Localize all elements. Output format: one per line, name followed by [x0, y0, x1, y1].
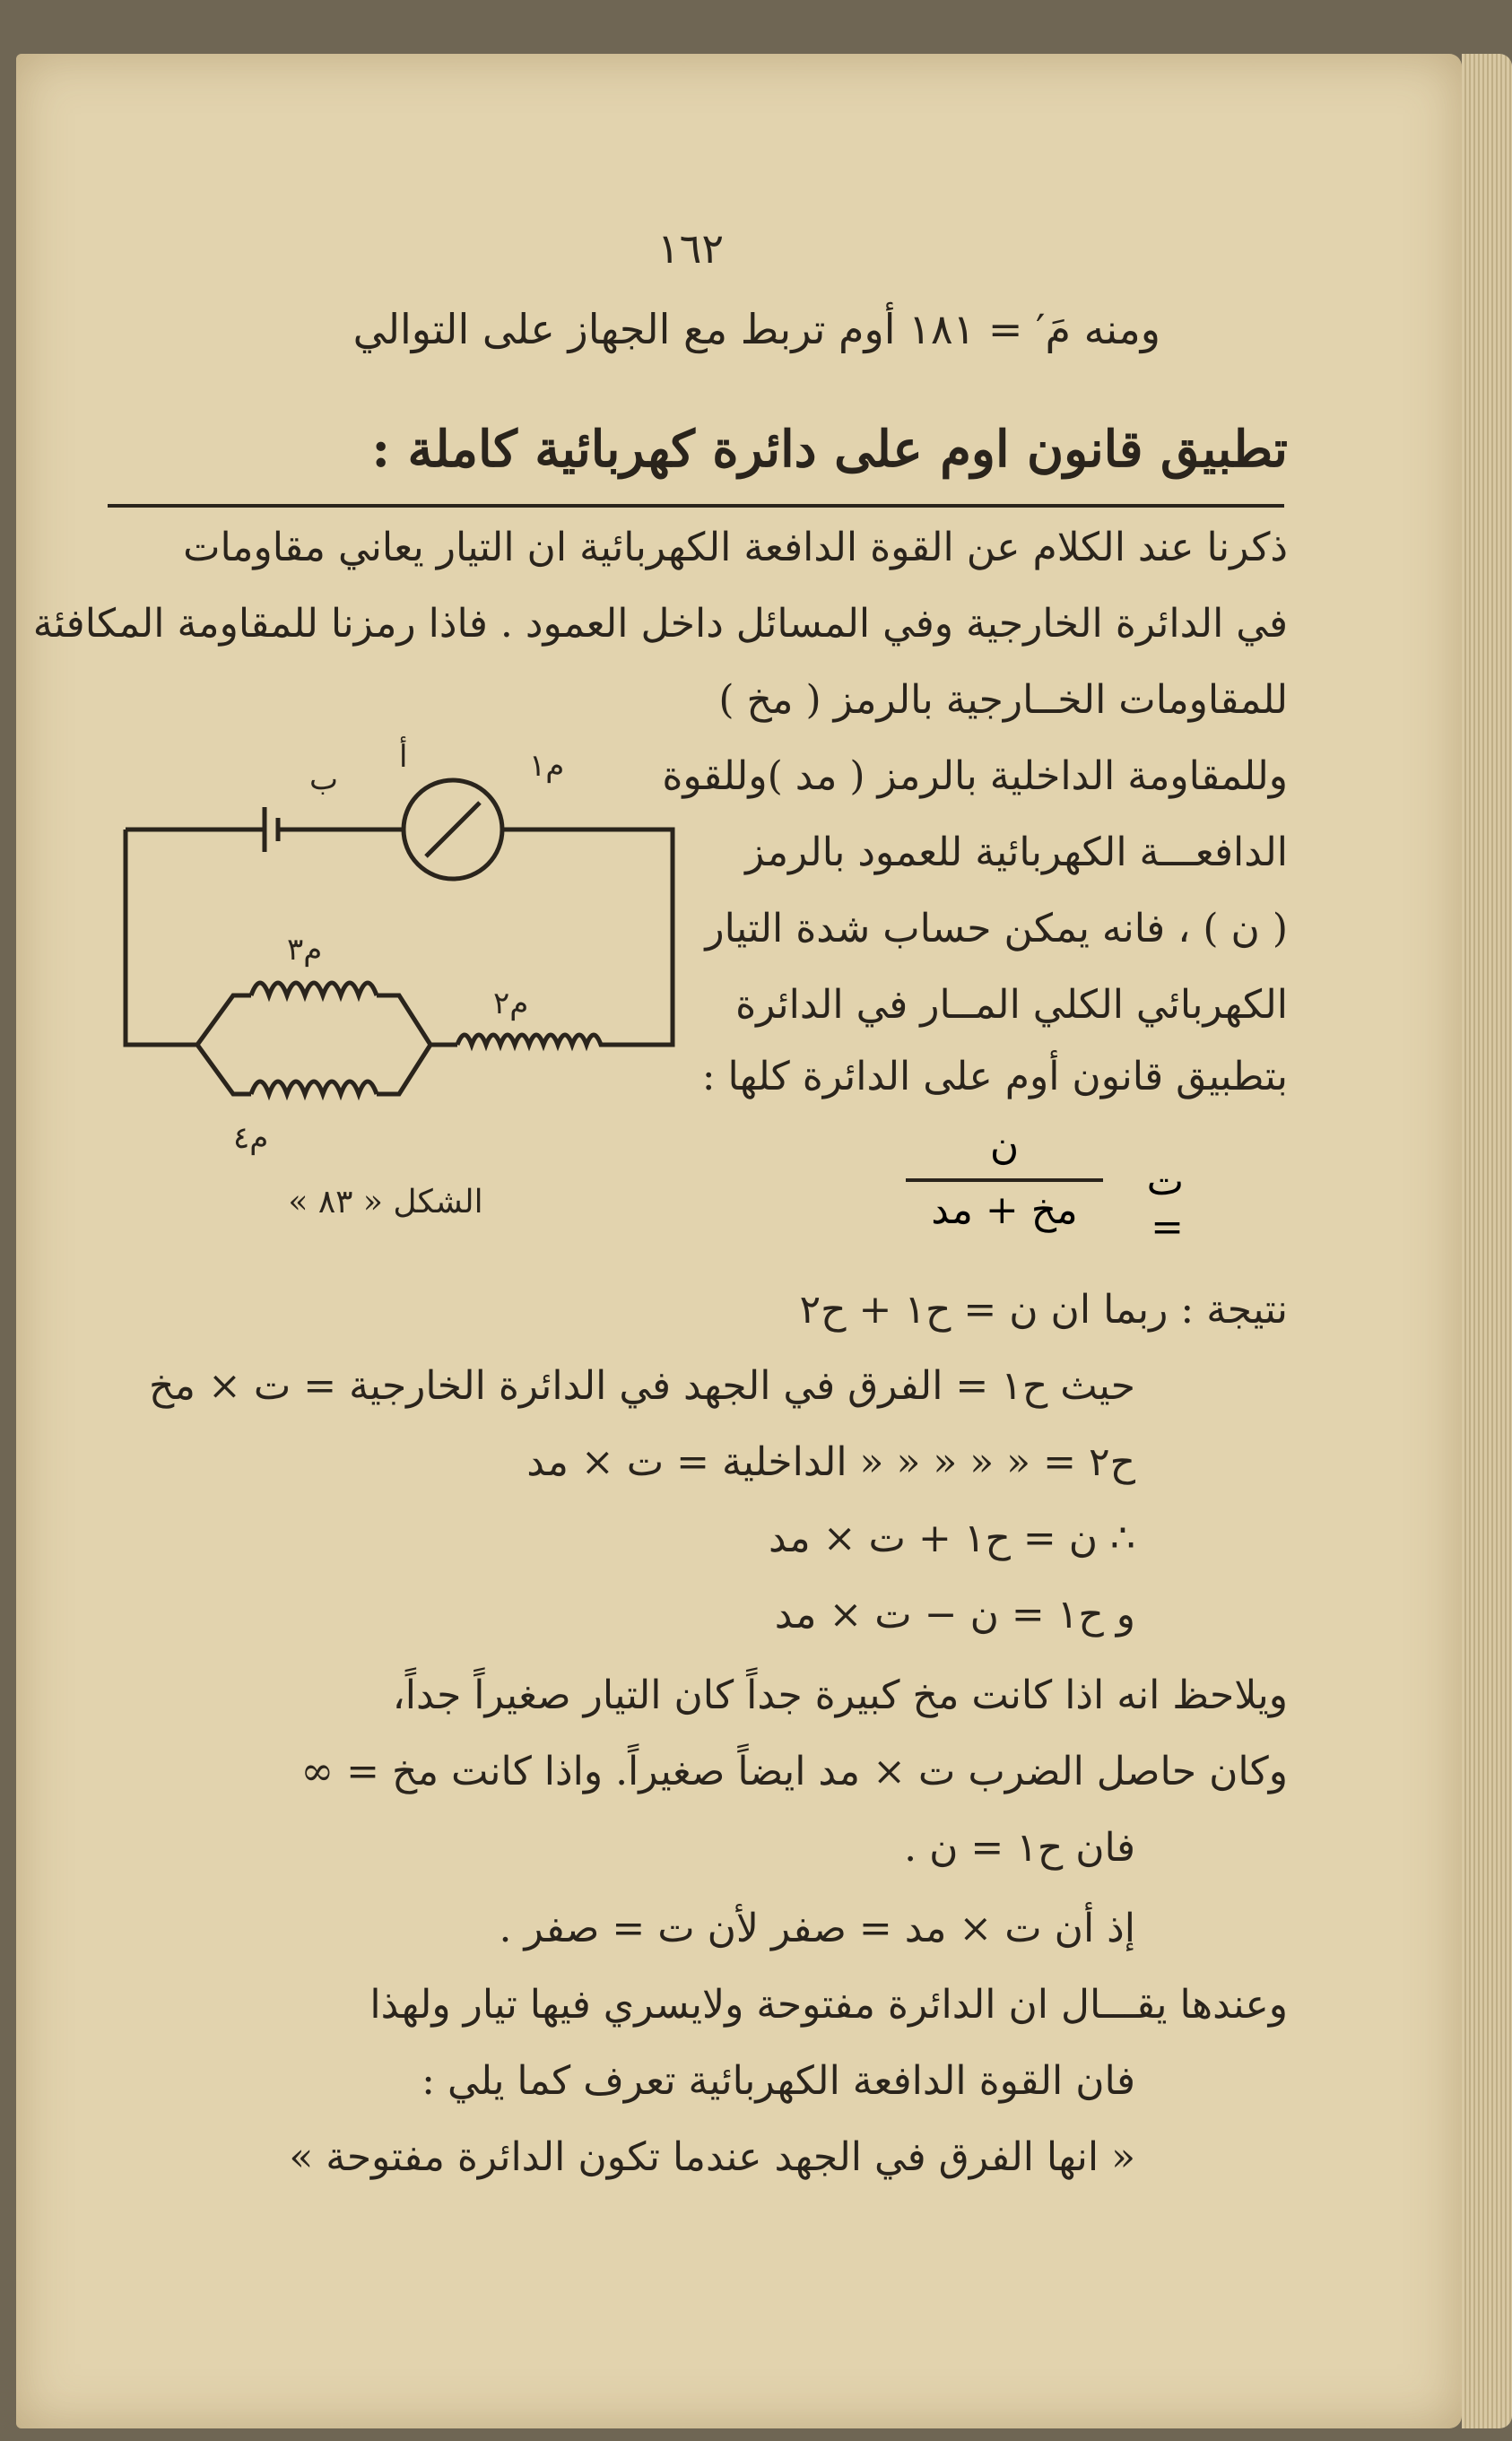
page-edges	[1462, 54, 1512, 2428]
therefore-line: ∴ ن = ح١ + ت × مد	[769, 1516, 1135, 1561]
para-line-5: الدافعـــة الكهربائية للعمود بالرمز	[745, 830, 1288, 875]
parallel-bottom-in	[197, 1045, 251, 1094]
meter-needle	[426, 803, 480, 856]
and-line: و ح١ = ن − ت × مد	[774, 1592, 1135, 1637]
formula-numerator: ن	[989, 1123, 1020, 1168]
result-line: نتيجة : ربما ان ن = ح١ + ح٢	[799, 1287, 1288, 1333]
definition-quote: « انها الفرق في الجهد عندما تكون الدائرة مفتوحة »	[289, 2134, 1135, 2180]
section-heading: تطبيق قانون اوم على دائرة كهربائية كاملة :	[371, 420, 1288, 479]
wire-left	[126, 830, 197, 1045]
label-m2: م٢	[493, 986, 529, 1021]
para-line-8: بتطبيق قانون أوم على الدائرة كلها :	[701, 1054, 1288, 1099]
conclusion-line-2: فان القوة الدافعة الكهربائية تعرف كما يلي :	[421, 2058, 1135, 2104]
parallel-top-in	[197, 995, 251, 1045]
intro-line: ومنه مَ′ = ١٨١ أوم تربط مع الجهاز على التوالي	[352, 305, 1160, 353]
label-m4: م٤	[233, 1120, 269, 1156]
fraction-bar	[906, 1178, 1103, 1182]
page-number: ١٦٢	[656, 224, 725, 273]
para-line-6: ( ن ) ، فانه يمكن حساب شدة التيار	[705, 906, 1288, 951]
para-line-2: في الدائرة الخارجية وفي المسائل داخل العمود . فاذا رمزنا للمقاومة المكافئة	[32, 601, 1288, 647]
conclusion-line-1: وعندها يقـــال ان الدائرة مفتوحة ولايسري فيها تيار ولهذا	[369, 1982, 1288, 2028]
label-m1: م١	[529, 748, 565, 784]
resistor-m3	[251, 983, 377, 995]
resistor-m2	[457, 1035, 619, 1045]
v2-line: ح٢ = « « « « « الداخلية = ت × مد	[526, 1439, 1135, 1485]
label-b: ب	[309, 761, 339, 797]
observation-line-1: ويلاحظ انه اذا كانت مخ كبيرة جداً كان التيار صغيراً جداً،	[392, 1672, 1288, 1718]
circuit-diagram	[108, 735, 700, 1166]
figure-caption: الشكل « ٨٣ »	[288, 1184, 483, 1220]
para-line-4: وللمقاومة الداخلية بالرمز ( مد )وللقوة	[662, 753, 1288, 799]
parallel-bottom-out	[377, 1045, 430, 1094]
observation-line-3: فان ح١ = ن .	[904, 1825, 1135, 1871]
parallel-top-out	[377, 995, 430, 1045]
formula-lhs: ت =	[1146, 1159, 1184, 1250]
para-line-7: الكهربائي الكلي المــار في الدائرة	[735, 982, 1288, 1028]
label-m3: م٣	[287, 932, 323, 968]
label-a: أ	[399, 739, 408, 775]
since-line: إذ أن ت × مد = صفر لأن ت = صفر .	[499, 1906, 1135, 1951]
para-line-1: ذكرنا عند الكلام عن القوة الدافعة الكهربائية ان التيار يعاني مقاومات	[183, 525, 1288, 570]
observation-line-2: وكان حاصل الضرب ت × مد ايضاً صغيراً. واذا كانت مخ = ∞	[300, 1749, 1288, 1794]
where-line: حيث ح١ = الفرق في الجهد في الدائرة الخارجية = ت × مخ	[149, 1363, 1135, 1409]
heading-underline	[108, 504, 1284, 508]
para-line-3: للمقاومات الخــارجية بالرمز ( مخ )	[718, 677, 1288, 723]
resistor-m4	[251, 1082, 377, 1094]
formula-denominator: مخ + مد	[931, 1187, 1078, 1233]
ohm-formula	[906, 1123, 1184, 1257]
